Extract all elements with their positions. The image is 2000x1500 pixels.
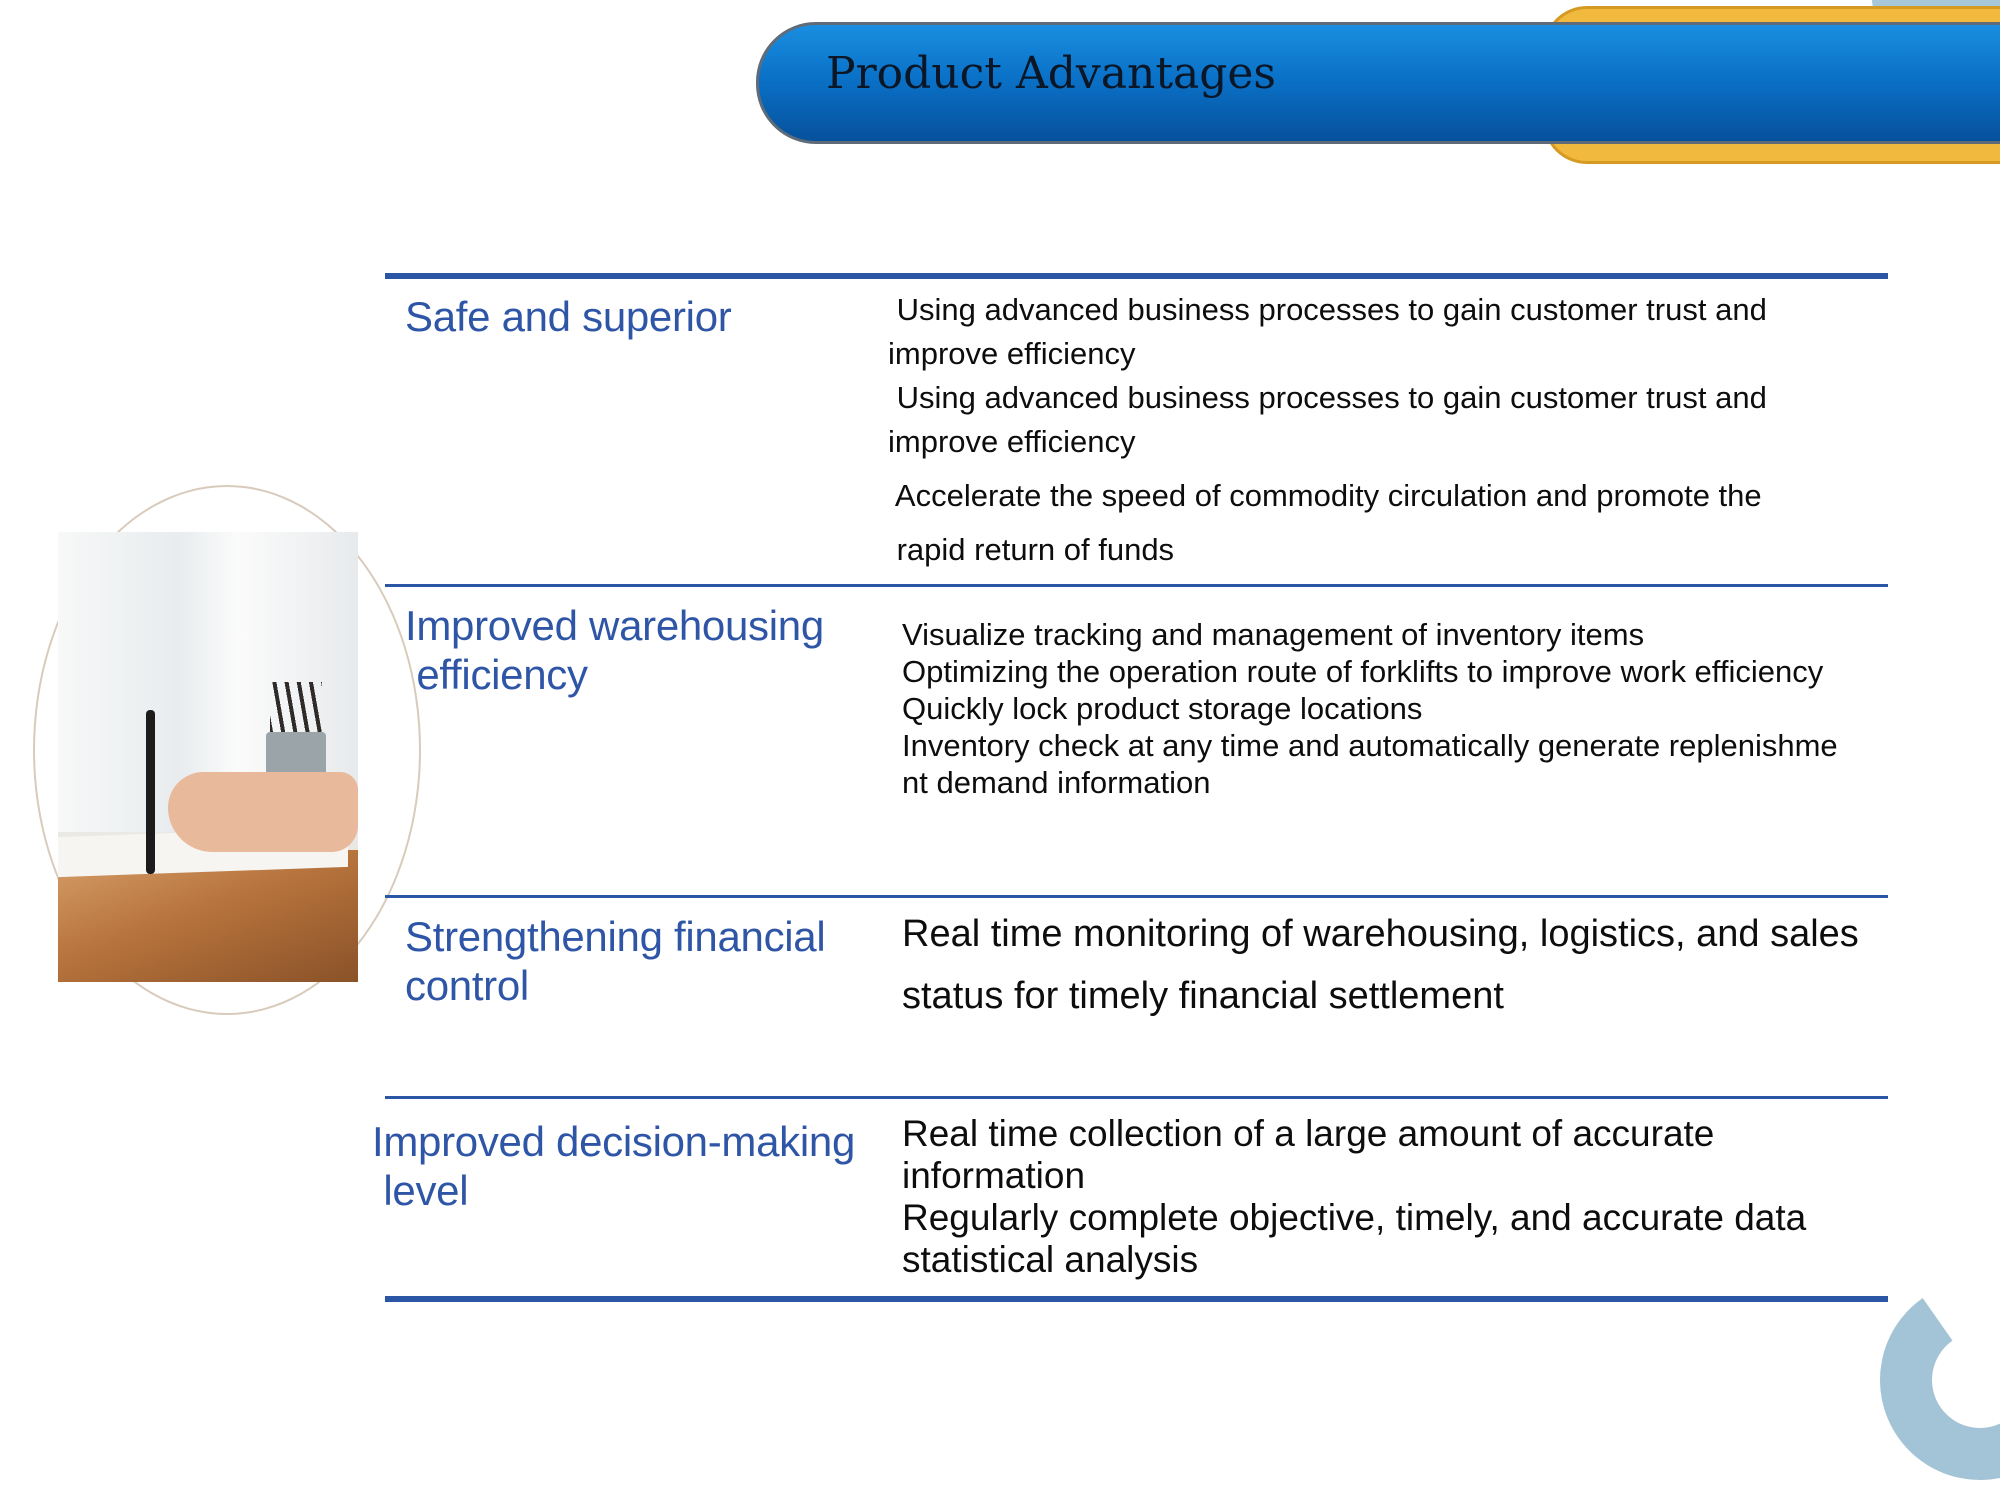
row-description: Using advanced business processes to gain customer trust and improve efficiency Using advanced business processes to gain customer trust and improve efficiency Accelerate the speed of commodity circulation and promote the rapid return of funds <box>888 292 1767 567</box>
row-description: Real time monitoring of warehousing, logistics, and sales status for timely financial settlement <box>902 913 1859 1017</box>
page-title: Product Advantages <box>826 48 1277 99</box>
row-heading-warehousing-efficiency: Improved warehousing efficiency <box>405 602 824 698</box>
table-rule-bottom <box>385 1296 1888 1302</box>
row-heading-financial-control: Strengthening financial control <box>405 913 826 1009</box>
row-heading-decision-making: Improved decision-making level <box>372 1118 856 1214</box>
pen-icon <box>146 710 155 874</box>
row-heading-safe-superior: Safe and superior <box>405 293 732 340</box>
table-rule-divider <box>385 1096 1888 1099</box>
row-description: Visualize tracking and management of inventory items Optimizing the operation route of forklifts to improve work efficiency Quickly lock product storage locations Inventory check at any time and automatically generate replenishme nt demand information <box>902 617 1838 800</box>
table-rule-divider <box>385 895 1888 898</box>
row-description: Real time collection of a large amount of accurate information Regularly complete objective, timely, and accurate data statistical analysis <box>902 1113 1807 1280</box>
photo-hand-writing <box>58 532 358 982</box>
table-rule-divider <box>385 584 1888 587</box>
table-rule-top <box>385 273 1888 279</box>
